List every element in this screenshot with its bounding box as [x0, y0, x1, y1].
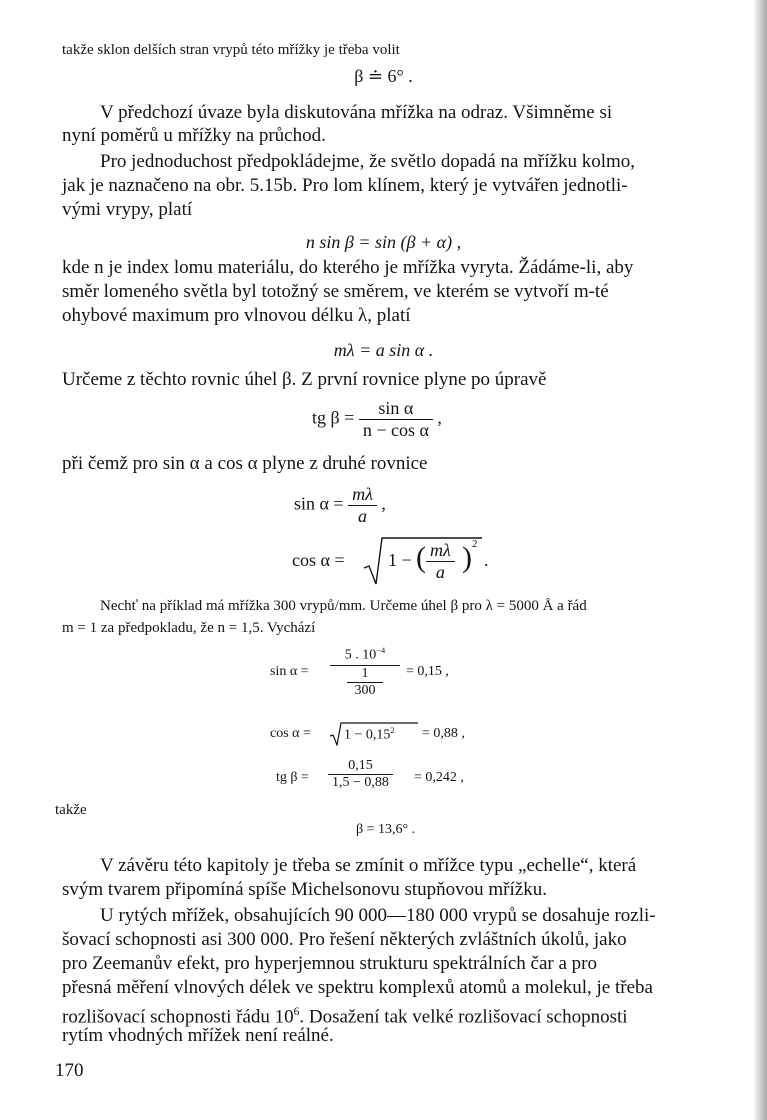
text-line: takže sklon delších stran vrypů této mřížky je třeba volit: [62, 42, 400, 58]
eq-fraction: [359, 398, 433, 441]
page-edge-shadow: [753, 0, 767, 1120]
text-line: nyní poměrů u mřížky na průchod.: [62, 125, 326, 146]
text-line: Určeme z těchto rovnic úhel β. Z první rovnice plyne po úpravě: [62, 369, 547, 390]
eq-lhs: cos α =: [292, 550, 345, 570]
eq-result: = 0,15 ,: [406, 664, 449, 679]
eq-radicand-value: 1 − 0,15: [344, 727, 391, 743]
eq-radicand: [344, 726, 395, 744]
text-line: Pro jednoduchost předpokládejme, že světlo dopadá na mřížku kolmo,: [100, 151, 636, 172]
text-line: V předchozí úvaze byla diskutována mřížka na odraz. Všimněme si: [100, 102, 613, 123]
eq-lhs: tg β =: [312, 407, 355, 428]
text-line: při čemž pro sin α a cos α plyne z druhé rovnice: [62, 453, 428, 474]
eq-end: ,: [381, 493, 386, 514]
equation-grating: mλ = a sin α .: [333, 340, 434, 360]
text-line-small: m = 1 za předpokladu, že n = 1,5. Vychází: [62, 620, 316, 636]
text-line: rytím vhodných mřížek není reálné.: [62, 1025, 334, 1046]
page-number: 170: [55, 1060, 84, 1081]
equation-tg-beta: [312, 398, 442, 441]
eq-lhs: cos α =: [270, 726, 311, 741]
eq-fraction: [348, 484, 377, 527]
text-line: ohybové maximum pro vlnovou délku λ, platí: [62, 305, 411, 326]
text-line: U rytých mřížek, obsahujících 90 000—180 000 vrypů se dosahuje rozli-: [100, 905, 656, 926]
eq-inner-denominator: 300: [354, 682, 376, 698]
eq-num-exponent: −4: [376, 646, 386, 655]
eq-exponent: 2: [472, 538, 478, 550]
eq-denominator: a: [348, 505, 377, 527]
eq-end: .: [484, 550, 489, 570]
paren-left: (: [416, 541, 426, 574]
eq-lhs: sin α =: [294, 493, 344, 514]
eq-lhs: tg β =: [276, 770, 309, 785]
eq-lhs: sin α =: [270, 664, 309, 679]
text-line-small: Nechť na příklad má mřížka 300 vrypů/mm. Určeme úhel β pro λ = 5000 Å a řád: [100, 598, 587, 614]
eq-result: = 0,88 ,: [422, 726, 465, 741]
eq-compound-fraction: [330, 646, 400, 699]
text-exponent: 6: [293, 1006, 300, 1018]
text-line: vými vrypy, platí: [62, 199, 193, 220]
eq-denominator: a: [426, 561, 455, 583]
text-line: jak je naznačeno na obr. 5.15b. Pro lom klínem, který je vytvářen jednotli-: [62, 175, 628, 196]
eq-numerator: sin α: [378, 398, 414, 418]
eq-fraction: [328, 758, 393, 791]
text-line: šovací schopnosti asi 300 000. Pro řešení některých zvláštních úkolů, jako: [62, 929, 627, 950]
eq-end: ,: [437, 407, 442, 428]
eq-result: = 0,242 ,: [414, 770, 464, 785]
text-line: svým tvarem připomíná spíše Michelsonovu stupňovou mřížku.: [62, 879, 547, 900]
eq-numerator: [330, 646, 400, 666]
eq-num-value: 5 . 10: [344, 647, 377, 663]
eq-radicand-exponent: 2: [390, 726, 395, 735]
text-line-small: takže: [55, 802, 87, 818]
text-line: přesná měření vlnových délek ve spektru komplexů atomů a molekul, je třeba: [62, 977, 653, 998]
eq-denominator: n − cos α: [359, 419, 433, 441]
text-line: směr lomeného světla byl totožný se směrem, ve kterém se vytvoří m-té: [62, 281, 609, 302]
text-line: kde n je index lomu materiálu, do kterého je mřížka vyryta. Žádáme-li, aby: [62, 257, 634, 278]
eq-one-minus: 1 −: [388, 550, 412, 570]
text-line: pro Zeemanův efekt, pro hyperjemnou strukturu spektrálních čar a pro: [62, 953, 597, 974]
paren-right: ): [462, 541, 472, 574]
eq-denominator: 1,5 − 0,88: [328, 774, 393, 791]
eq-inner-numerator: 1: [347, 666, 383, 683]
eq-fraction: [426, 540, 455, 583]
eq-numerator: mλ: [352, 484, 373, 504]
eq-numerator: mλ: [430, 540, 451, 560]
text-segment: . Dosažení tak velké rozlišovací schopnosti: [299, 1006, 628, 1028]
text-line: V závěru této kapitoly je třeba se zmínit o mřížce typu „echelle“, která: [100, 855, 637, 876]
equation-beta-result: β = 13,6° .: [356, 822, 416, 837]
eq-numerator: 0,15: [348, 758, 373, 773]
text-segment: rozlišovací schopnosti řádu 10: [62, 1006, 294, 1028]
equation-beta-6: β ≐ 6° .: [354, 66, 413, 86]
equation-sin-alpha: [294, 484, 386, 527]
equation-prism: n sin β = sin (β + α) ,: [305, 232, 462, 252]
